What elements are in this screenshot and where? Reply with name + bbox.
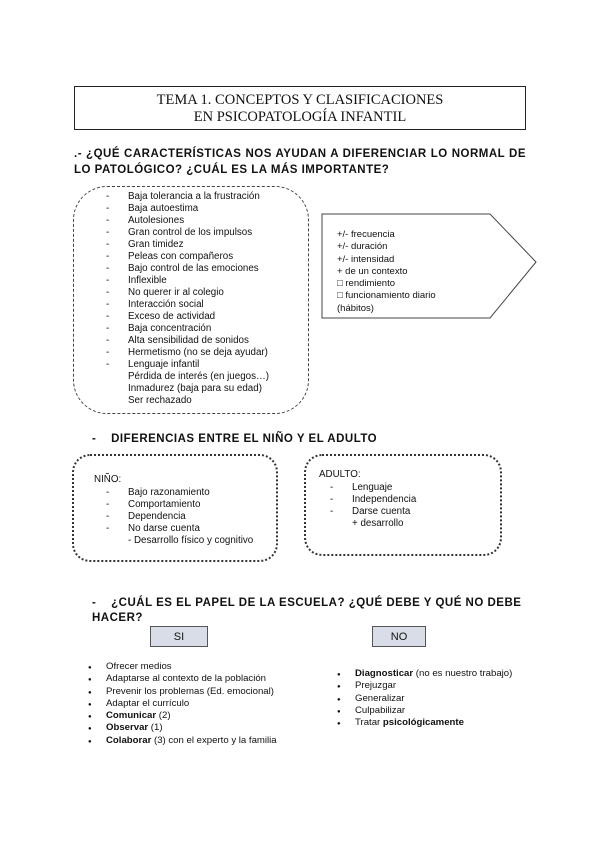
si-list [88, 661, 277, 747]
list-item: - Peleas con compañeros [106, 251, 306, 263]
list-item: - Alta sensibilidad de sonidos [106, 335, 306, 347]
no-button[interactable]: NO [372, 626, 426, 647]
no-list [337, 668, 512, 729]
list-item: - Independencia [330, 494, 490, 506]
bold-text: Observar [106, 722, 149, 734]
list-item: ● Colaborar (3) con el experto y la familia [88, 735, 277, 747]
list-item: ● Ofrecer medios [88, 661, 277, 673]
adulto-list [330, 482, 490, 530]
list-item: Inmadurez (baja para su edad) [128, 383, 262, 394]
list-item: - Lenguaje [330, 482, 490, 494]
list-item: - Exceso de actividad [106, 311, 306, 323]
list-item: - Interacción social [106, 299, 306, 311]
list-item: - Dependencia [106, 511, 276, 523]
criteria-item: +/- duración [337, 241, 388, 253]
section3-question-text: ¿CUÁL ES EL PAPEL DE LA ESCUELA? ¿QUÉ DEBE Y QUÉ NO DEBE HACER? [92, 597, 522, 624]
list-item: ● Adaptar el currículo [88, 698, 277, 710]
section2-dash: - [92, 433, 112, 445]
nino-list [106, 487, 276, 547]
bold-text: Colaborar [106, 734, 152, 746]
criteria-item: □ funcionamiento diario [337, 290, 436, 302]
list-item: ● Comunicar (2) [88, 710, 277, 722]
criteria-item: + de un contexto [337, 265, 408, 277]
section3-question [92, 596, 526, 626]
list-item: ● Observar (1) [88, 722, 277, 734]
list-item: - Gran timidez [106, 239, 306, 251]
bold-text: Comunicar [106, 710, 157, 722]
list-item: + desarrollo [352, 518, 404, 529]
title-line-1: TEMA 1. CONCEPTOS Y CLASIFICACIONES [156, 92, 444, 108]
list-item: - No darse cuenta [106, 523, 276, 535]
criteria-item: (hábitos) [337, 302, 374, 314]
list-item: - Hermetismo (no se deja ayudar) [106, 347, 306, 359]
list-item: ● Generalizar [337, 693, 512, 705]
list-item: - Gran control de los impulsos [106, 227, 306, 239]
list-item: - Baja tolerancia a la frustración [106, 191, 306, 203]
section3-dash: - [92, 597, 112, 609]
list-item: - Inflexible [106, 275, 306, 287]
criteria-item: +/- intensidad [337, 253, 395, 265]
criteria-item: +/- frecuencia [337, 229, 395, 240]
criteria-list [337, 229, 436, 315]
list-item: - Bajo razonamiento [106, 487, 276, 499]
list-item: - Autolesiones [106, 215, 306, 227]
bold-text: Diagnosticar [355, 668, 414, 679]
list-item: - Desarrollo físico y cognitivo [128, 535, 254, 546]
list-item: - No querer ir al colegio [106, 287, 306, 299]
section2-heading [92, 433, 377, 445]
list-item: - Bajo control de las emociones [106, 263, 306, 275]
list-item: ● Tratar psicológicamente [337, 717, 512, 729]
list-item: ● Culpabilizar [337, 705, 512, 717]
si-button[interactable]: SI [150, 626, 208, 647]
list-item: ● Diagnosticar (no es nuestro trabajo) [337, 668, 512, 680]
section2-heading-text: DIFERENCIAS ENTRE EL NIÑO Y EL ADULTO [111, 433, 378, 445]
bold-text: psicológicamente [382, 717, 464, 729]
criteria-item: □ rendimiento [337, 278, 396, 290]
list-item: ● Adaptarse al contexto de la población [88, 673, 277, 685]
nino-label: NIÑO: [94, 474, 122, 485]
list-item: - Darse cuenta [330, 506, 490, 518]
characteristics-list [106, 191, 306, 407]
list-item: - Lenguaje infantil [106, 359, 306, 371]
list-item: - Baja concentración [106, 323, 306, 335]
list-item: Pérdida de interés (en juegos…) [128, 371, 270, 382]
title-box [74, 86, 526, 130]
list-item: ● Prejuzgar [337, 680, 512, 692]
section1-question: .- ¿QUÉ CARACTERÍSTICAS NOS AYUDAN A DIFERENCIAR LO NORMAL DE LO PATOLÓGICO? ¿CUÁL ES LA MÁS IMPORTANTE? [74, 148, 526, 176]
list-item: Ser rechazado [128, 395, 192, 406]
list-item: ● Prevenir los problemas (Ed. emocional) [88, 686, 277, 698]
list-item: - Baja autoestima [106, 203, 306, 215]
list-item: - Comportamiento [106, 499, 276, 511]
adulto-label: ADULTO: [319, 469, 361, 480]
title-line-2: EN PSICOPATOLOGÍA INFANTIL [193, 109, 407, 125]
